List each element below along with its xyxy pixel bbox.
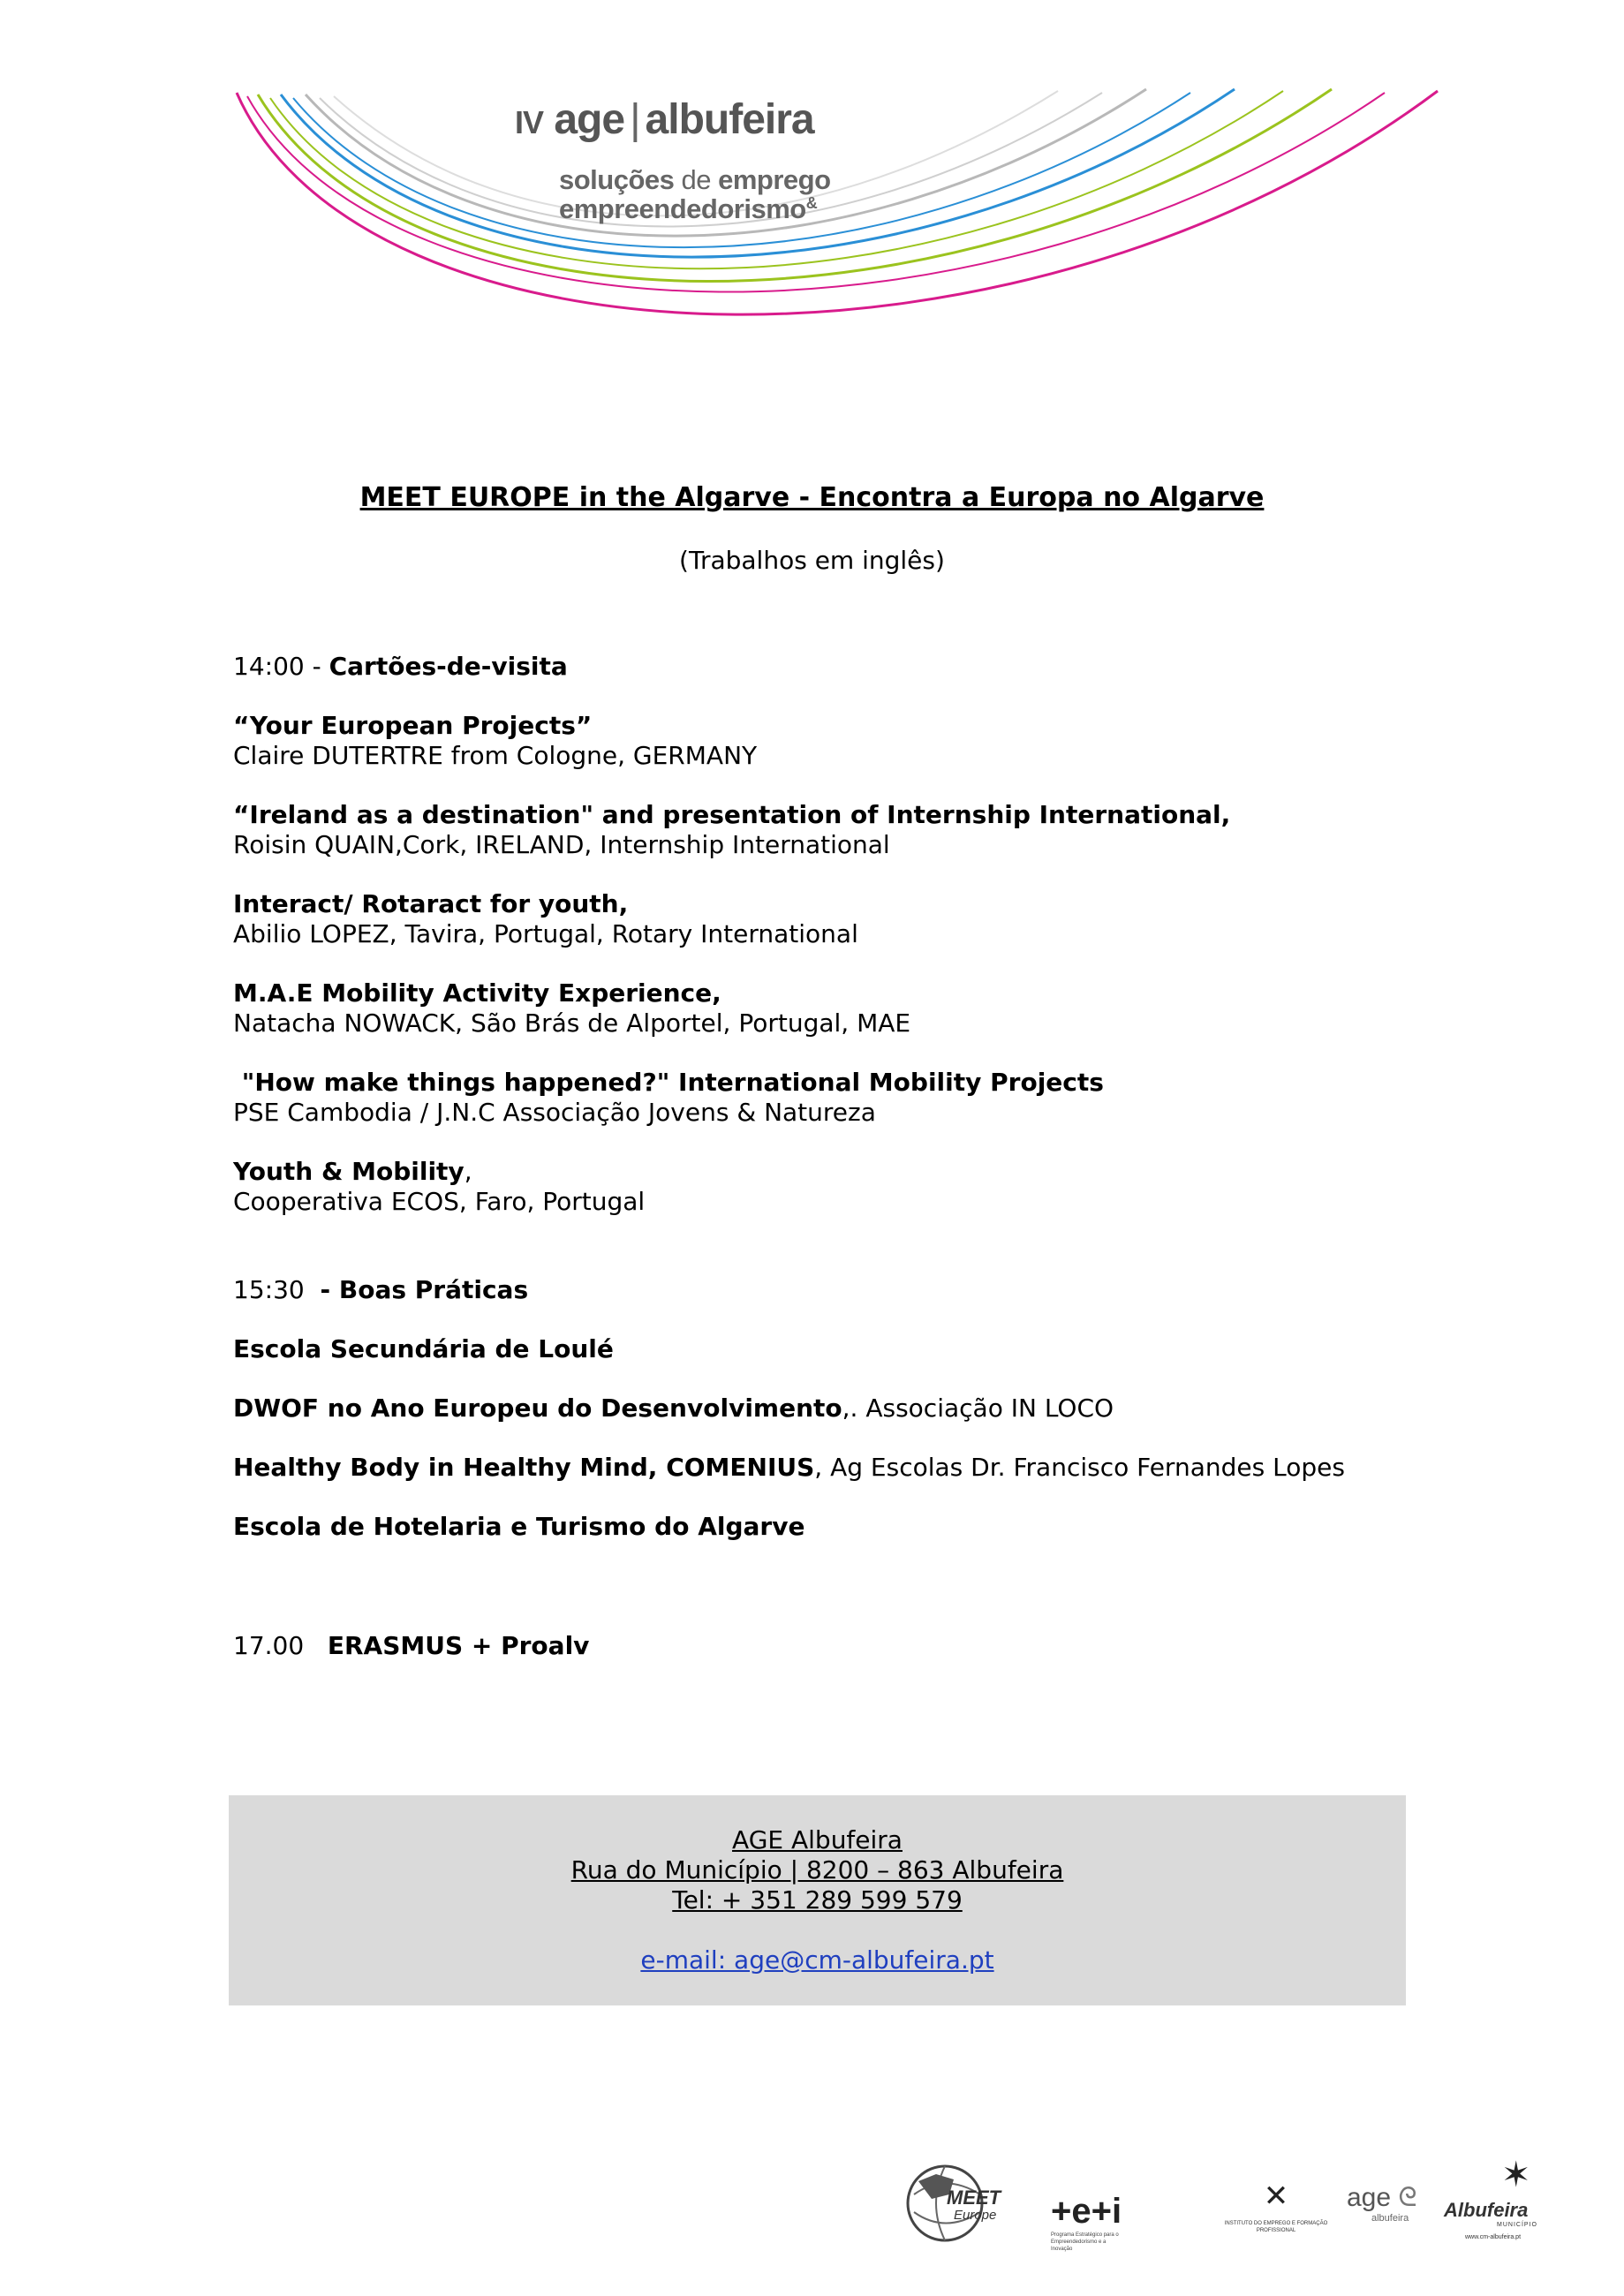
session-1-heading (233, 652, 1434, 682)
session-name: Cartões-de-visita (329, 652, 568, 681)
session-name: - Boas Práticas (320, 1275, 529, 1304)
albufeira-caption: MUNICÍPIO (1497, 2222, 1537, 2228)
contact-box (229, 1795, 1406, 2005)
tagline-emprego: emprego (718, 164, 831, 195)
item-title-suffix: , (464, 1157, 472, 1186)
event-logo (515, 96, 921, 224)
europe-label: Europe (954, 2208, 997, 2223)
session-3-heading (233, 1631, 1434, 1661)
tagline-de: de (681, 164, 711, 195)
session-2-item-4 (233, 1512, 1434, 1542)
tagline-amp: & (805, 193, 818, 212)
logo-age: age (554, 96, 625, 143)
item-speaker: Roisin QUAIN,Cork, IRELAND, Internship International (233, 830, 890, 859)
contact-address[interactable]: Rua do Município | 8200 – 863 Albufeira (570, 1855, 1064, 1884)
partner-logos (901, 2155, 1572, 2261)
session-2-item-2 (233, 1393, 1434, 1424)
item-title: M.A.E Mobility Activity Experience, (233, 978, 721, 1008)
item-speaker: PSE Cambodia / J.N.C Associação Jovens & Natureza (233, 1098, 876, 1127)
logo-tagline (559, 166, 921, 223)
age-caption: albufeira (1371, 2213, 1409, 2224)
albufeira-url: www.cm-albufeira.pt (1465, 2234, 1522, 2240)
session-time: 17.00 (233, 1631, 328, 1660)
ei-caption: Programa Estratégico para o Empreendedorismo e a Inovação (1051, 2232, 1119, 2252)
logo-albufeira: albufeira (645, 96, 814, 143)
item-speaker: Claire DUTERTRE from Cologne, GERMANY (233, 741, 758, 770)
item-title: DWOF no Ano Europeu do Desenvolvimento (233, 1393, 842, 1423)
item-title: Healthy Body in Healthy Mind, COMENIUS (233, 1453, 815, 1482)
logo-separator: | (630, 96, 640, 143)
item-speaker: Natacha NOWACK, São Brás de Alportel, Portugal, MAE (233, 1008, 911, 1038)
contact-org-link[interactable]: AGE Albufeira (732, 1825, 903, 1854)
item-title: “Ireland as a destination" and presentation of Internship International, (233, 800, 1231, 829)
item-title: Youth & Mobility (233, 1157, 465, 1186)
item-speaker: Abilio LOPEZ, Tavira, Portugal, Rotary International (233, 919, 858, 948)
session-time: 15:30 (233, 1275, 321, 1304)
session-time: 14:00 - (233, 652, 329, 681)
meet-europe-logo (901, 2155, 1007, 2252)
meet-label: MEET (947, 2186, 1001, 2209)
item-title: "How make things happened?" International Mobility Projects (233, 1068, 1104, 1097)
session-1-item-5 (233, 1068, 1434, 1128)
session-1-item-4 (233, 978, 1434, 1038)
iefp-caption: INSTITUTO DO EMPREGO E FORMAÇÃO PROFISSIONAL (1224, 2221, 1328, 2233)
item-title: Interact/ Rotaract for youth, (233, 889, 629, 918)
ei-programme-logo (1051, 2192, 1201, 2253)
session-1-item-2 (233, 800, 1434, 860)
logo-edition: IV (515, 104, 544, 140)
star-figure-icon: ✶ (1501, 2156, 1531, 2194)
logo-wordmark (515, 96, 921, 143)
contact-phone-link[interactable]: Tel: + 351 289 599 579 (672, 1885, 963, 1915)
ei-mark: +e+i (1051, 2192, 1122, 2231)
session-2-item-3 (233, 1453, 1434, 1483)
session-1-item-6 (233, 1157, 1434, 1217)
albufeira-wordmark: Albufeira (1444, 2199, 1529, 2221)
programme (233, 652, 1434, 1661)
session-1-item-3 (233, 889, 1434, 949)
tagline-empreendedorismo: empreendedorismo (559, 193, 806, 224)
contact-email-link[interactable]: e-mail: age@cm-albufeira.pt (640, 1945, 994, 1975)
item-title: Escola Secundária de Loulé (233, 1334, 614, 1363)
page-title: MEET EUROPE in the Algarve - Encontra a Europa no Algarve (359, 482, 1265, 513)
session-name: ERASMUS + Proalv (327, 1631, 590, 1660)
age-logo (1347, 2183, 1426, 2224)
item-title: “Your European Projects” (233, 711, 593, 740)
session-2-heading (233, 1275, 1434, 1305)
page-subtitle: (Trabalhos em inglês) (679, 546, 945, 575)
age-mark: age (1347, 2183, 1392, 2212)
iefp-cross-icon: ✕ (1263, 2179, 1289, 2213)
age-figure-icon: ᘓ (1391, 2183, 1417, 2212)
item-speaker: Cooperativa ECOS, Faro, Portugal (233, 1187, 646, 1216)
item-title: Escola de Hotelaria e Turismo do Algarve (233, 1512, 805, 1541)
session-1-item-1 (233, 711, 1434, 771)
iefp-logo (1223, 2181, 1329, 2234)
item-org: , Ag Escolas Dr. Francisco Fernandes Lopes (814, 1453, 1345, 1482)
tagline-solucoes: soluções (559, 164, 675, 195)
session-2-item-1 (233, 1334, 1434, 1364)
item-org: ,. Associação IN LOCO (842, 1393, 1114, 1423)
